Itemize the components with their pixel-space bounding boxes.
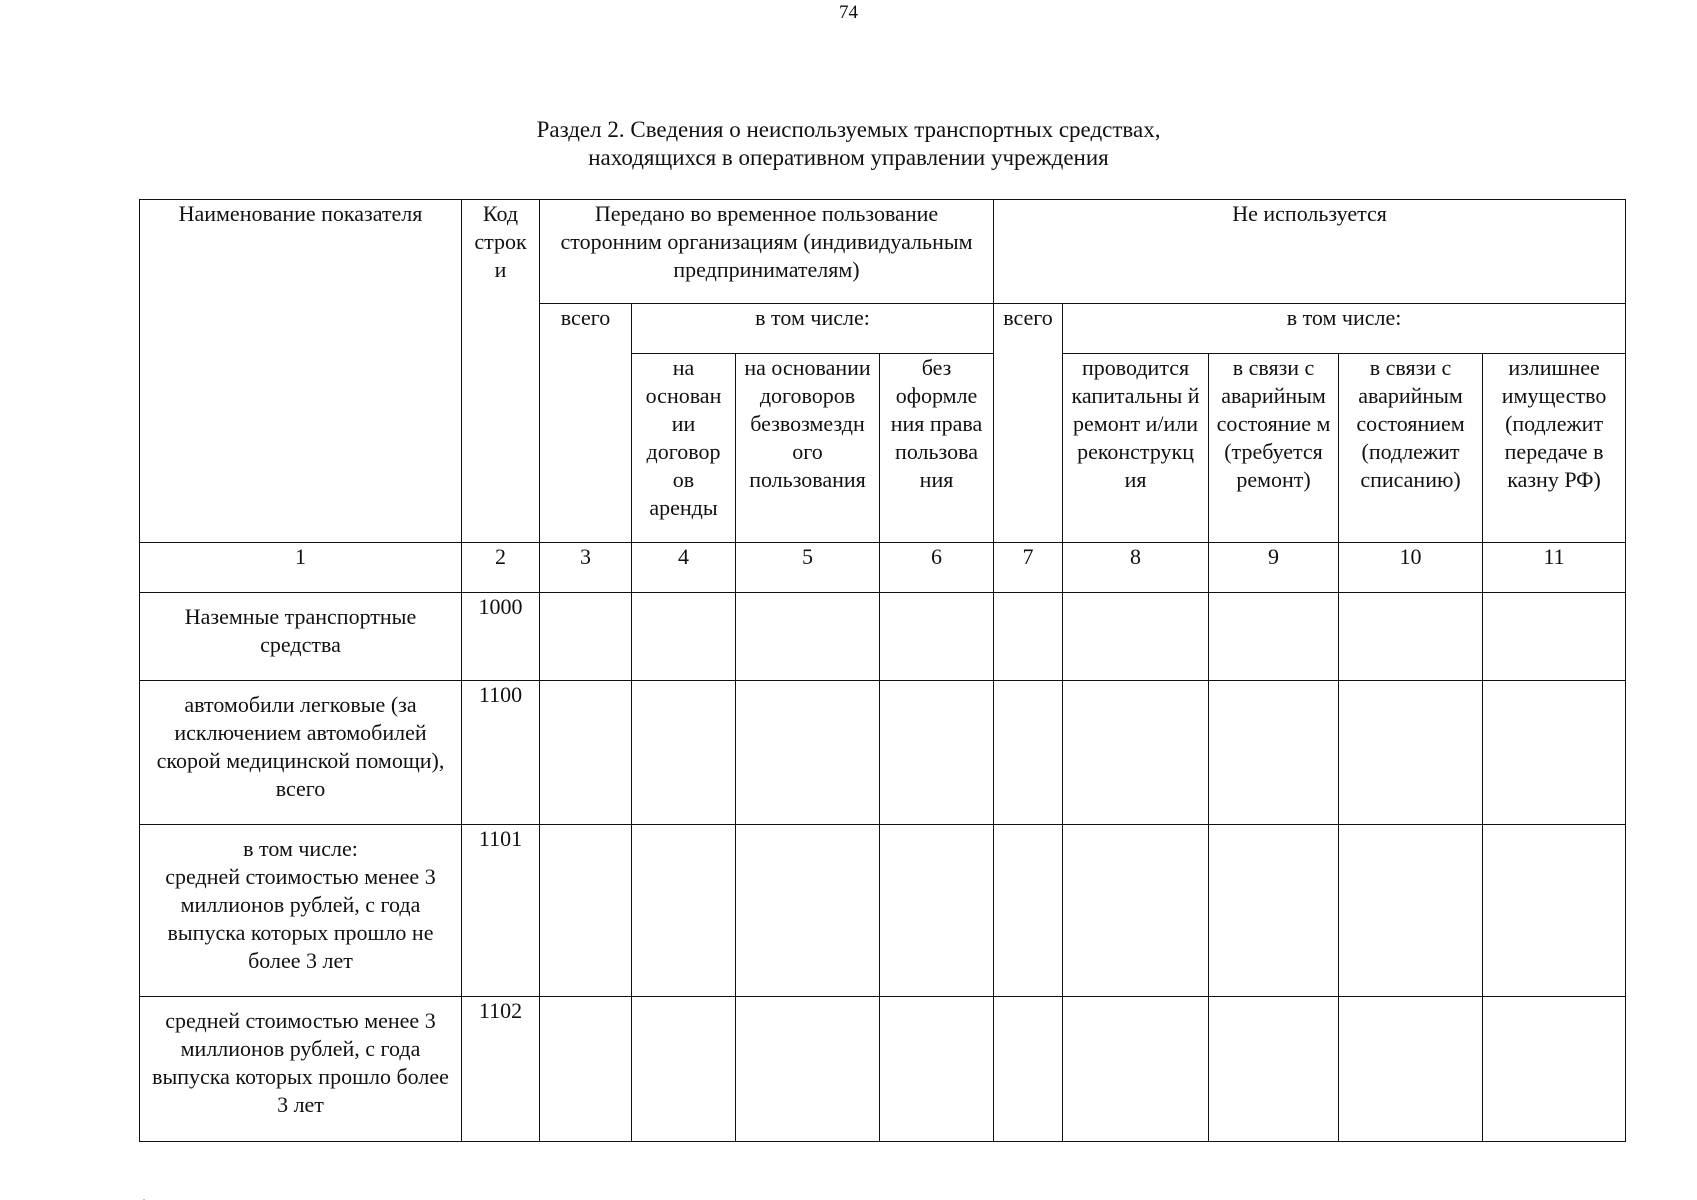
- page-number: 74: [839, 2, 858, 23]
- data-cell: [1063, 593, 1209, 681]
- header-not-used-including: в том числе:: [1063, 304, 1626, 354]
- column-number: 9: [1209, 543, 1339, 593]
- data-cell: [994, 997, 1063, 1142]
- data-cell: [632, 997, 736, 1142]
- data-cell: [1063, 997, 1209, 1142]
- data-cell: [1063, 825, 1209, 997]
- data-cell: [1209, 593, 1339, 681]
- header-not-used-total: всего: [994, 304, 1063, 543]
- data-cell: [1209, 997, 1339, 1142]
- header-transferred-including: в том числе:: [632, 304, 994, 354]
- data-cell: [994, 825, 1063, 997]
- header-capital-repair: проводится капитальны й ремонт и/или реконструкц ия: [1063, 354, 1209, 543]
- row-line-code: 1102: [462, 997, 540, 1142]
- row-indicator-name: автомобили легковые (за исключением автомобилей скорой медицинской помощи), всего: [140, 681, 462, 825]
- data-cell: [1339, 825, 1483, 997]
- table-row: [140, 825, 1626, 997]
- data-cell: [736, 593, 880, 681]
- header-emergency-repair: в связи с аварийным состояние м (требуется ремонт): [1209, 354, 1339, 543]
- section-title-line-2: находящихся в оперативном управлении учреждения: [588, 145, 1109, 170]
- data-cell: [880, 593, 994, 681]
- data-cell: [994, 593, 1063, 681]
- vehicles-form-table: [139, 199, 1626, 1142]
- row-line-code: 1101: [462, 825, 540, 997]
- column-number: 4: [632, 543, 736, 593]
- data-cell: [632, 593, 736, 681]
- table-row: [140, 997, 1626, 1142]
- column-number: 8: [1063, 543, 1209, 593]
- data-cell: [1063, 681, 1209, 825]
- data-cell: [1483, 997, 1626, 1142]
- column-number: 1: [140, 543, 462, 593]
- data-cell: [632, 825, 736, 997]
- data-cell: [736, 681, 880, 825]
- data-cell: [1339, 681, 1483, 825]
- row-line-code: 1000: [462, 593, 540, 681]
- header-indicator-name: Наименование показателя: [140, 200, 462, 543]
- data-cell: [880, 681, 994, 825]
- data-cell: [540, 593, 632, 681]
- column-number: 3: [540, 543, 632, 593]
- data-cell: [1339, 593, 1483, 681]
- column-number: 11: [1483, 543, 1626, 593]
- table-row: [140, 681, 1626, 825]
- column-number: 10: [1339, 543, 1483, 593]
- table-row: [140, 593, 1626, 681]
- data-cell: [880, 825, 994, 997]
- data-cell: [736, 997, 880, 1142]
- data-cell: [632, 681, 736, 825]
- section-title-line-1: Раздел 2. Сведения о неиспользуемых транспортных средствах,: [536, 117, 1161, 142]
- column-number: 7: [994, 543, 1063, 593]
- section-title: [0, 116, 1697, 172]
- data-cell: [1209, 825, 1339, 997]
- column-number: 5: [736, 543, 880, 593]
- data-cell: [1483, 681, 1626, 825]
- data-cell: [1483, 593, 1626, 681]
- row-line-code: 1100: [462, 681, 540, 825]
- header-free-use: на основании договоров безвозмездн ого пользования: [736, 354, 880, 543]
- column-number: 6: [880, 543, 994, 593]
- header-transferred: Передано во временное пользование сторонним организациям (индивидуальным предпринимателям): [540, 200, 994, 304]
- header-transferred-total: всего: [540, 304, 632, 543]
- row-indicator-name: Наземные транспортные средства: [140, 593, 462, 681]
- column-number: 2: [462, 543, 540, 593]
- data-cell: [540, 825, 632, 997]
- data-cell: [540, 997, 632, 1142]
- header-surplus: излишнее имущество (подлежит передаче в казну РФ): [1483, 354, 1626, 543]
- data-cell: [540, 681, 632, 825]
- header-not-used: Не используется: [994, 200, 1626, 304]
- column-numbers-row: [140, 543, 1626, 593]
- data-cell: [1483, 825, 1626, 997]
- data-cell: [1209, 681, 1339, 825]
- data-cell: [994, 681, 1063, 825]
- row-indicator-name: средней стоимостью менее 3 миллионов рублей, с года выпуска которых прошло более 3 лет: [140, 997, 462, 1142]
- header-no-right: без оформле ния права пользова ния: [880, 354, 994, 543]
- data-cell: [880, 997, 994, 1142]
- data-cell: [1339, 997, 1483, 1142]
- header-emergency-writeoff: в связи с аварийным состоянием (подлежит списанию): [1339, 354, 1483, 543]
- data-cell: [736, 825, 880, 997]
- row-indicator-name: в том числе: средней стоимостью менее 3 миллионов рублей, с года выпуска которых прошло не более 3 лет: [140, 825, 462, 997]
- header-lease: на основан ии договор ов аренды: [632, 354, 736, 543]
- header-line-code: Код строк и: [462, 200, 540, 543]
